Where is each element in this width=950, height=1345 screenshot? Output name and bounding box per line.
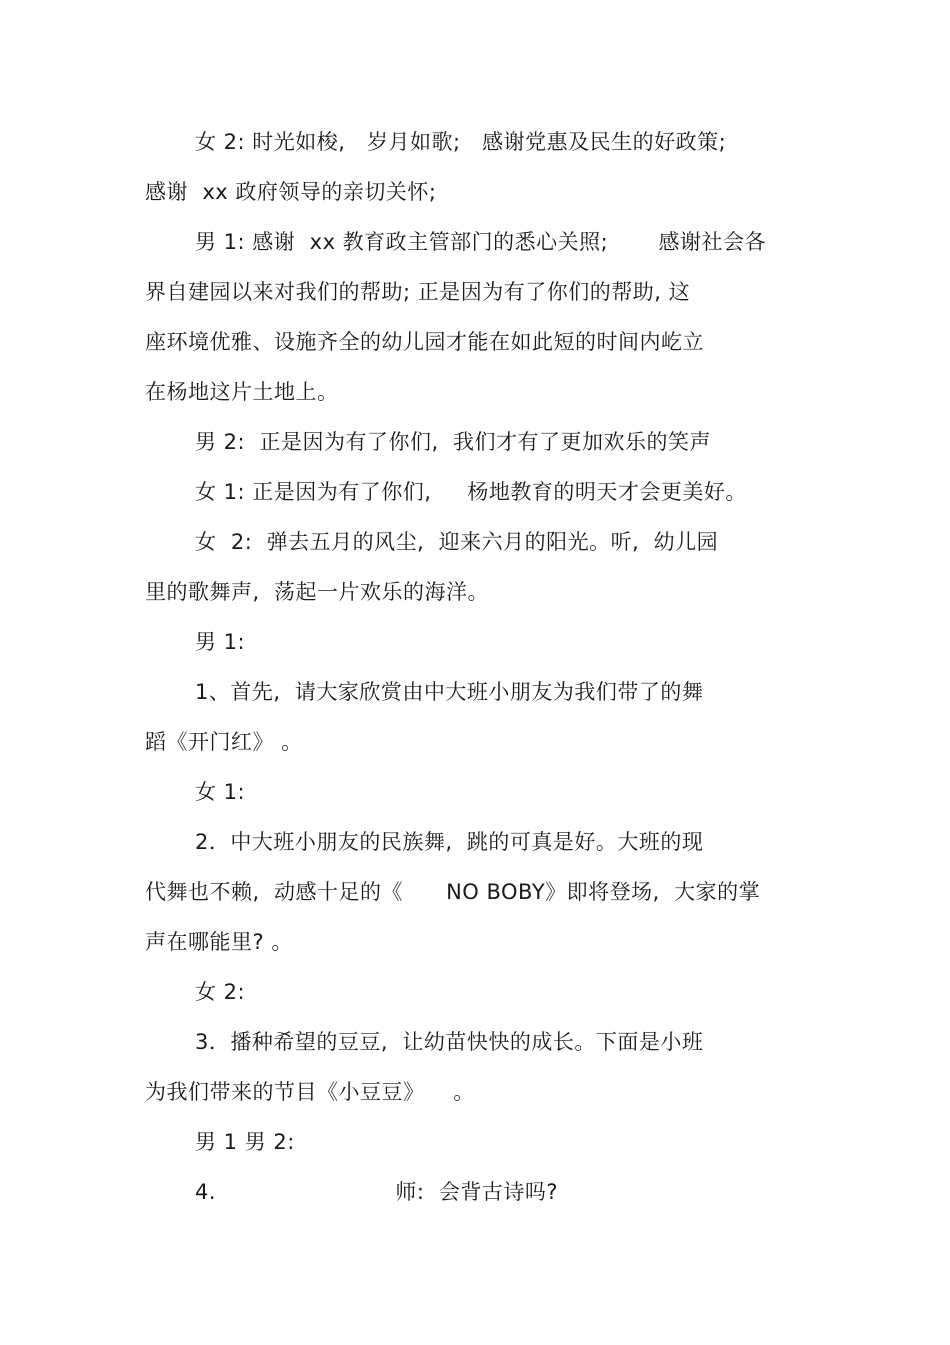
text-line: 感谢 xx 政府领导的亲切关怀; <box>145 180 437 204</box>
text-line: 2．中大班小朋友的民族舞, 跳的可真是好。大班的现 <box>195 830 704 854</box>
text-line: 声在哪能里? 。 <box>145 930 293 954</box>
text-line: 1、首先, 请大家欣赏由中大班小朋友为我们带了的舞 <box>195 680 704 704</box>
text-line: 男 1 男 2: <box>195 1130 295 1154</box>
text-line: 女 2: 时光如梭, 岁月如歌; 感谢党惠及民生的好政策; <box>195 130 727 154</box>
text-line: 4. 师: 会背古诗吗? <box>195 1180 558 1204</box>
text-line: 3．播种希望的豆豆, 让幼苗快快的成长。下面是小班 <box>195 1030 704 1054</box>
text-line: 男 2: 正是因为有了你们, 我们才有了更加欢乐的笑声 <box>195 430 711 454</box>
text-line: 代舞也不赖, 动感十足的《 NO BOBY》即将登场, 大家的掌 <box>145 880 761 904</box>
text-line: 座环境优雅、设施齐全的幼儿园才能在如此短的时间内屹立 <box>145 330 704 354</box>
text-line: 男 1: <box>195 630 246 654</box>
text-line: 里的歌舞声, 荡起一片欢乐的海洋。 <box>145 580 490 604</box>
text-line: 女 1: 正是因为有了你们, 杨地教育的明天才会更美好。 <box>195 480 747 504</box>
text-line: 女 2: 弹去五月的风尘, 迎来六月的阳光。听, 幼儿园 <box>195 530 719 554</box>
text-line: 男 1: 感谢 xx 教育政主管部门的悉心关照; 感谢社会各 <box>195 230 766 254</box>
text-line: 在杨地这片土地上。 <box>145 380 339 404</box>
text-line: 为我们带来的节目《小豆豆》 。 <box>145 1080 475 1104</box>
text-line: 女 2: <box>195 980 246 1004</box>
text-line: 蹈《开门红》 。 <box>145 730 303 754</box>
text-line: 女 1: <box>195 780 246 804</box>
text-line: 界自建园以来对我们的帮助; 正是因为有了你们的帮助, 这 <box>145 280 691 304</box>
